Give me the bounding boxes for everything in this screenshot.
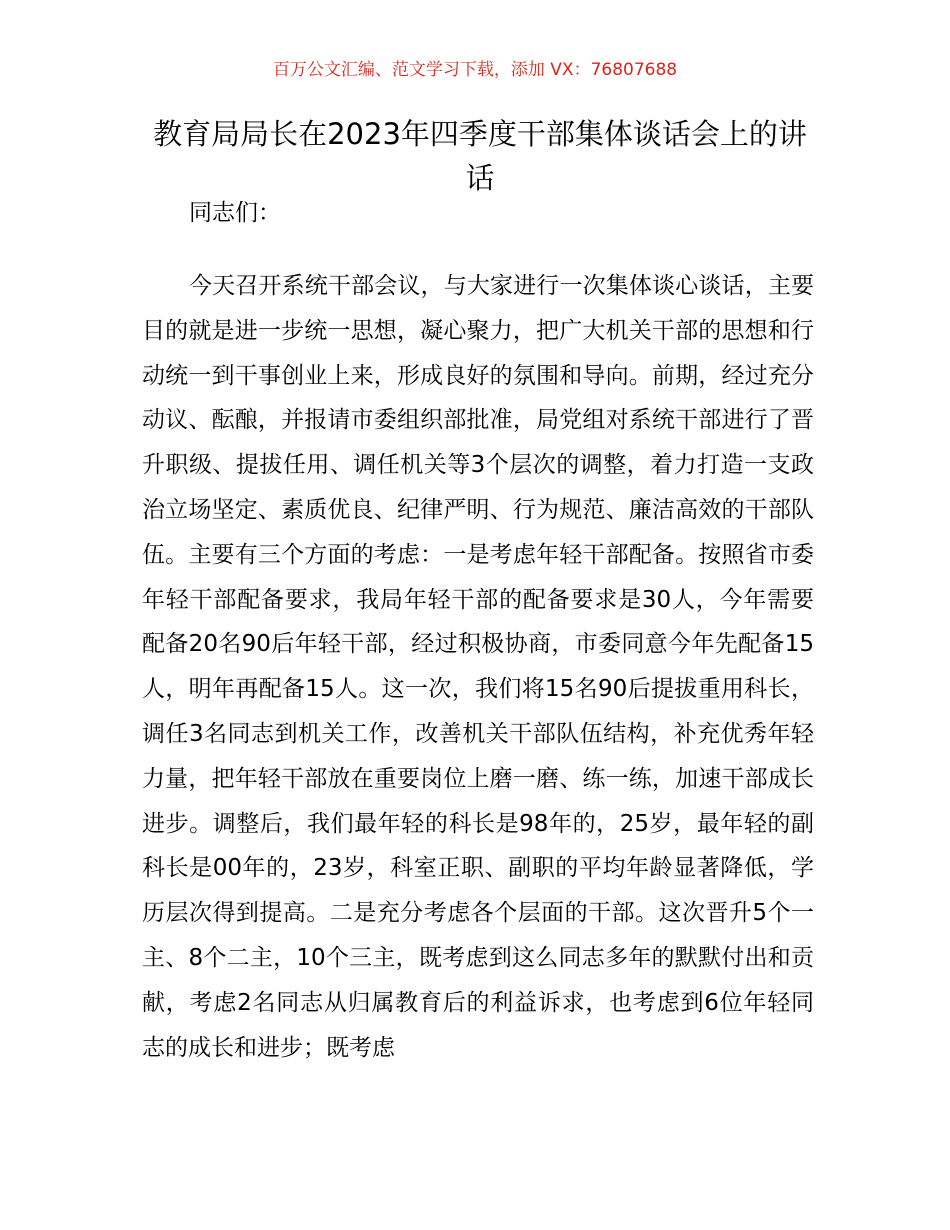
salutation: 同志们： bbox=[189, 200, 281, 226]
page-title: 教育局局长在2023年四季度干部集体谈话会上的讲话 bbox=[153, 117, 807, 195]
body-paragraph: 今天召开系统干部会议，与大家进行一次集体谈心谈话，主要目的就是进一步统一思想，凝心聚力，把广大机关干部的思想和行动统一到干事创业上来，形成良好的氛围和导向。前期，经过充分动议、酝酿，并报请市委组织部批准，局党组对系统干部进行了晋升职级、提拔任用、调任机关等3个层次的调整，着力打造一支政治立场坚定、素质优良、纪律严明、行为规范、廉洁高效的干部队伍。主要有三个方面的考虑：一是考虑年轻干部配备。按照省市委年轻干部配备要求，我局年轻干部的配备要求是30人，今年需要配备20名90后年轻干部，经过积极协商，市委同意今年先配备15人，明年再配备15人。这一次，我们将15名90后提拔重用科长，调任3名同志到机关工作，改善机关干部队伍结构，补充优秀年轻力量，把年轻干部放在重要岗位上磨一磨、练一练，加速干部成长进步。调整后，我们最年轻的科长是98年的，25岁，最年轻的副科长是00年的，23岁，科室正职、副职的平均年龄显著降低，学历层次得到提高。二是充分考虑各个层面的干部。这次晋升5个一主、8个二主，10个三主，既考虑到这么同志多年的默默付出和贡献，考虑2名同志从归属教育后的利益诉求，也考虑到6位年轻同志的成长和进步；既考虑 bbox=[142, 273, 814, 1061]
download-notice: 百万公文汇编、范文学习下载，添加 VX：76807688 bbox=[272, 60, 678, 80]
